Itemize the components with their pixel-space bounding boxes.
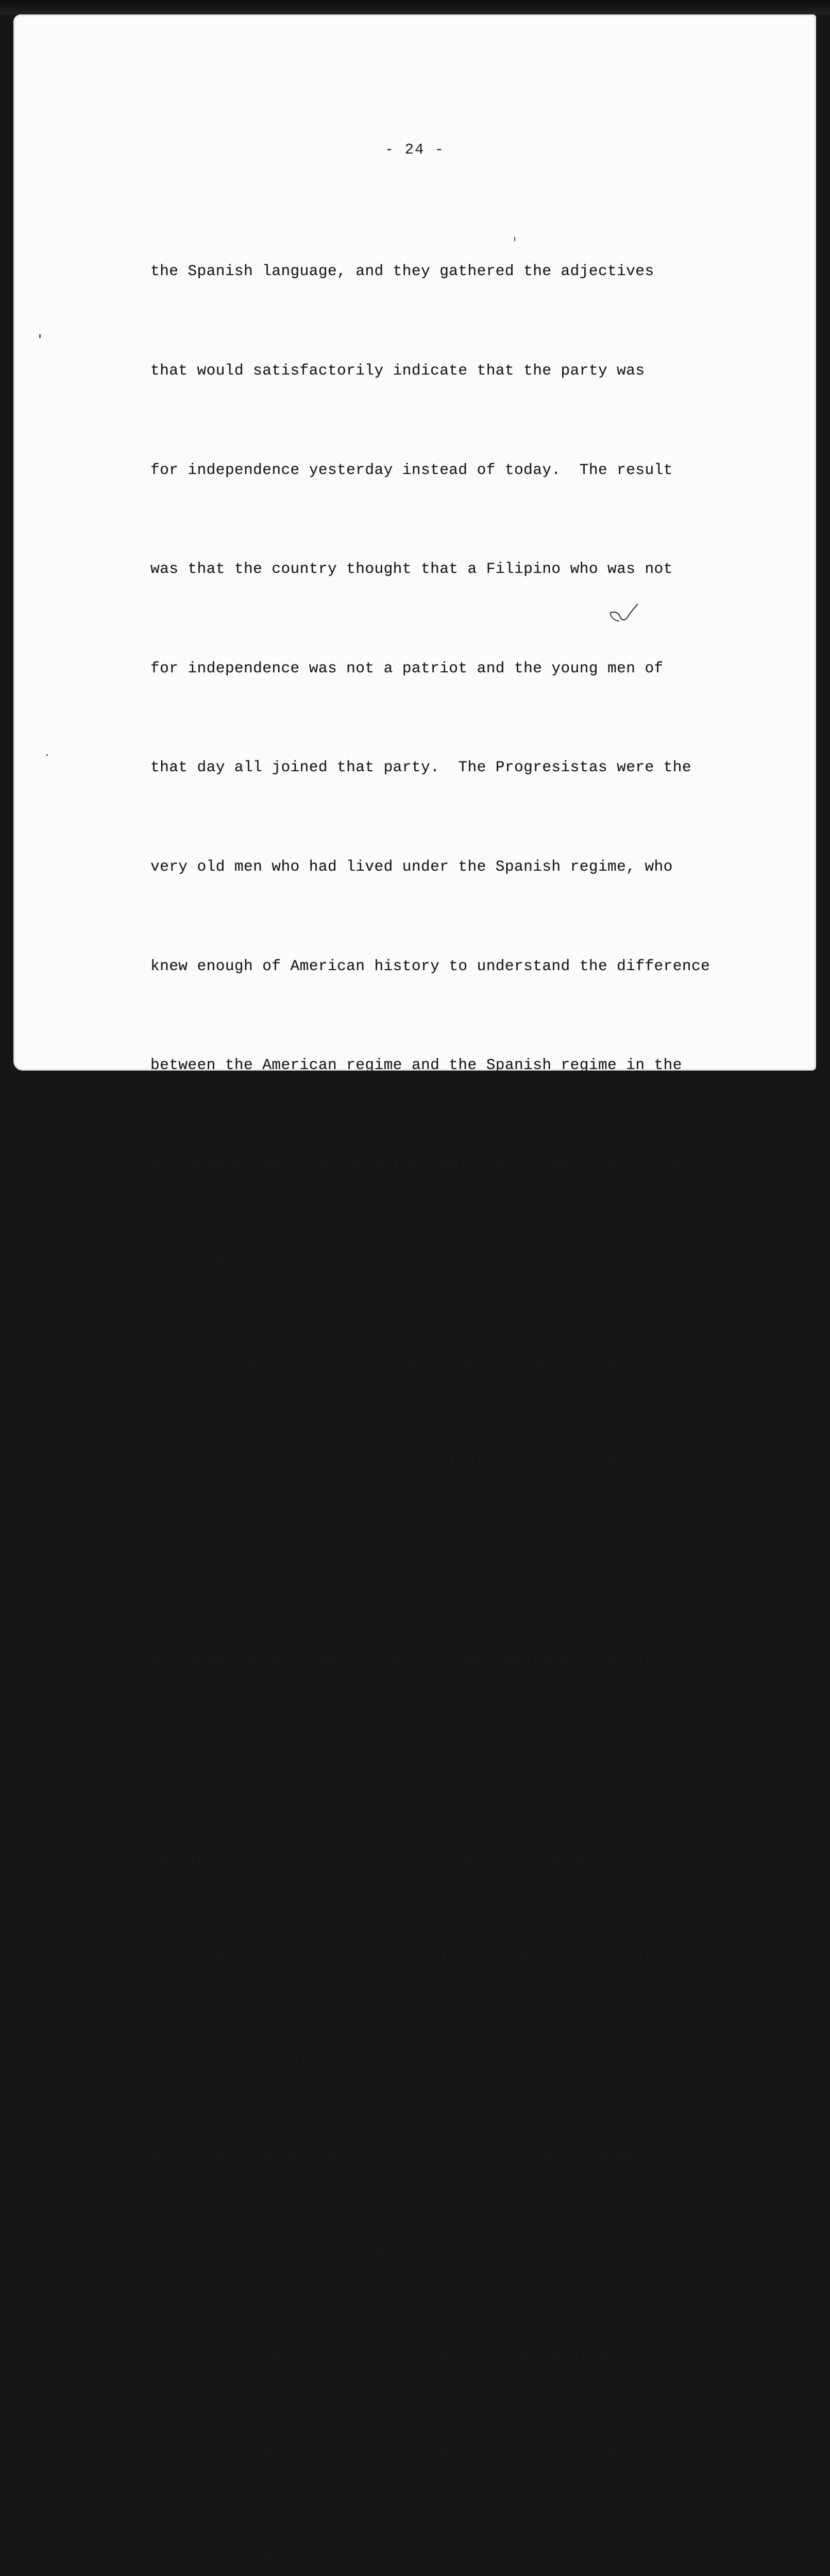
scan-speck — [514, 236, 515, 242]
text-line: was that the country thought that a Filipino who was not — [150, 560, 673, 578]
text-line: that day all joined that party. The Progresistas were the — [150, 758, 691, 776]
text-line: there was one exception to those young men, and that is — [150, 2445, 664, 2463]
text-line: United States. Now, the young men did not know anything — [150, 1255, 673, 1273]
scan-speck — [39, 334, 41, 338]
text-line: ter.) And added to the story of that autocratic society — [150, 1949, 673, 1967]
page-number: - 24 - — [384, 141, 445, 158]
text-line: joined the Nacionalista Party sincerely, agressively, and — [150, 2247, 682, 2265]
text-line: that would satisfactorily indicate that the party was — [150, 362, 645, 379]
text-line: was the fact that during the Revolution the American sol- — [150, 2048, 682, 2066]
scan-speck — [46, 754, 48, 756]
text-line: represented by the soldiers who tried to kill as many as — [150, 1453, 673, 1471]
text-line: imagine what they told me about the United States. (Laugh- — [150, 1850, 701, 1868]
text-line: the Spanish language, and they gathered the adjectives — [150, 262, 654, 280]
text-line: diers were in general hostile to us, so the young men — [150, 2147, 645, 2165]
text-line: school and America being a protestant, by gosh! you could — [150, 1751, 682, 1769]
typewritten-body — [150, 189, 794, 2576]
text-line: Philippines and they were favorably disposed towards the — [150, 1155, 682, 1173]
handwritten-check-mark-icon — [607, 602, 643, 633]
text-line: those young men easily won. They all got together. But — [150, 2346, 673, 2364]
text-line: Juan Sumulong. — [150, 2545, 281, 2563]
text-line: between the American regime and the Spanish regime in the — [150, 1056, 682, 1074]
text-line: they could. I had not read the American history except — [150, 1552, 664, 1570]
text-line: about America. I, for instance knew of America only as — [150, 1353, 664, 1371]
text-line: as taught in my school, and my school being a catholic — [150, 1651, 654, 1669]
document-page — [13, 14, 816, 2563]
text-line: very old men who had lived under the Spanish regime, who — [150, 857, 673, 875]
scan-border-top — [0, 0, 830, 14]
text-line: for independence was not a patriot and the young men of — [150, 659, 664, 677]
text-line: knew enough of American history to understand the difference — [150, 957, 710, 975]
text-line: for independence yesterday instead of today. The result — [150, 461, 673, 479]
